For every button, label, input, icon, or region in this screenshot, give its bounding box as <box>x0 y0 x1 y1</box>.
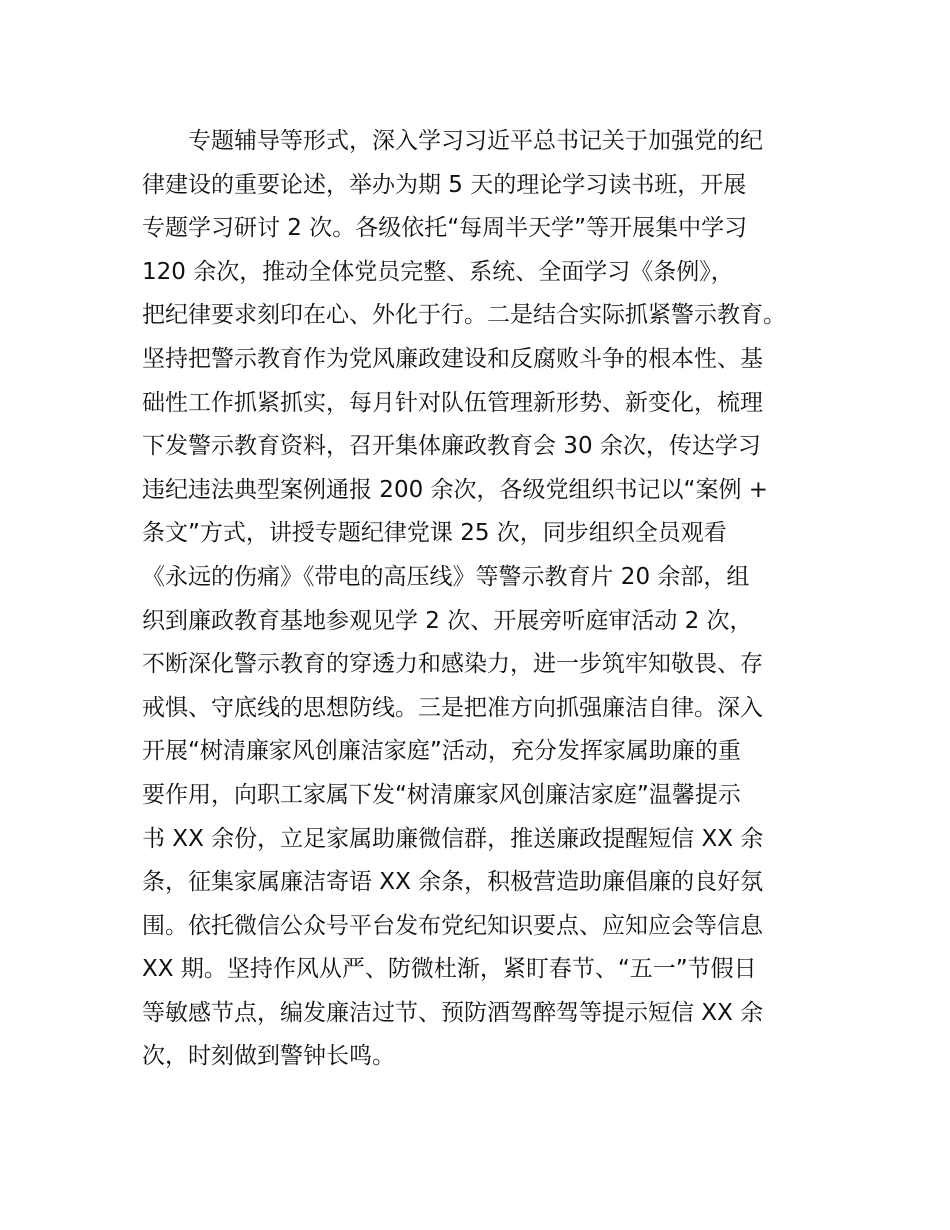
text-line: 下发警示教育资料，召开集体廉政教育会 30 余次，传达学习 <box>142 433 761 460</box>
text-line: 专题辅导等形式，深入学习习近平总书记关于加强党的纪 <box>188 128 763 154</box>
text-line: 围。依托微信公众号平台发布党纪知识要点、应知应会等信息 <box>142 912 763 939</box>
text-line: 础性工作抓紧抓实，每月针对队伍管理新形势、新变化，梳理 <box>142 389 763 416</box>
body-paragraph <box>142 120 822 1079</box>
text-line: 坚持把警示教育作为党风廉政建设和反腐败斗争的根本性、基 <box>142 345 763 372</box>
text-line: 专题学习研讨 2 次。各级依托“每周半天学”等开展集中学习 <box>142 215 748 242</box>
text-line: 书 XX 余份，立足家属助廉微信群，推送廉政提醒短信 XX 余 <box>142 825 764 852</box>
text-line: 律建设的重要论述，举办为期 5 天的理论学习读书班，开展 <box>142 171 747 198</box>
text-line: 戒惧、守底线的思想防线。三是把准方向抓强廉洁自律。深入 <box>142 694 763 721</box>
text-line: 《永远的伤痛》《带电的高压线》等警示教育片 20 余部，组 <box>142 563 750 590</box>
text-line: 把纪律要求刻印在心、外化于行。二是结合实际抓紧警示教育。 <box>142 302 786 329</box>
text-line: XX 期。坚持作风从严、防微杜渐，紧盯春节、“五一”节假日 <box>142 956 757 983</box>
text-line: 等敏感节点，编发廉洁过节、预防酒驾醉驾等提示短信 XX 余 <box>142 999 764 1026</box>
text-line: 织到廉政教育基地参观见学 2 次、开展旁听庭审活动 2 次， <box>142 607 753 634</box>
text-line: 违纪违法典型案例通报 200 余次，各级党组织书记以“案例 + <box>142 476 769 503</box>
text-line: 要作用，向职工家属下发“树清廉家风创廉洁家庭”温馨提示 <box>142 781 741 808</box>
text-line: 次，时刻做到警钟长鸣。 <box>142 1043 395 1070</box>
text-line: 开展“树清廉家风创廉洁家庭”活动，充分发挥家属助廉的重 <box>142 738 741 765</box>
text-line: 120 余次，推动全体党员完整、系统、全面学习《条例》， <box>142 258 734 285</box>
text-line: 条，征集家属廉洁寄语 XX 余条，积极营造助廉倡廉的良好氛 <box>142 869 764 896</box>
text-line: 不断深化警示教育的穿透力和感染力，进一步筑牢知敬畏、存 <box>142 651 763 678</box>
text-line: 条文”方式，讲授专题纪律党课 25 次，同步组织全员观看 <box>142 520 727 547</box>
